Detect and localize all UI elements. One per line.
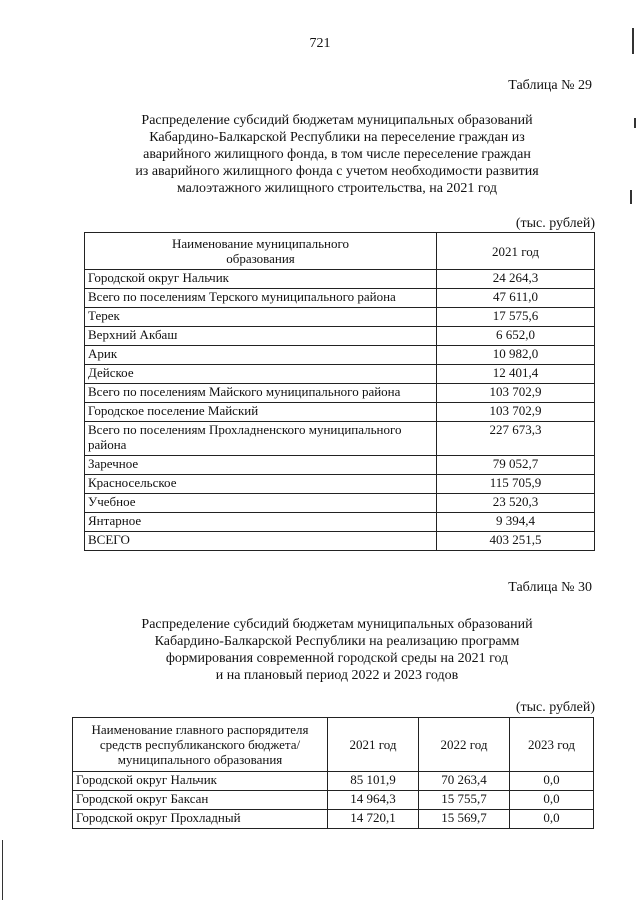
column-header-year: 2021 год [437,233,595,270]
row-value-2023: 0,0 [510,810,594,829]
table-row [85,270,595,289]
table-row [85,384,595,403]
row-name: Городской округ Нальчик [85,270,437,289]
row-name: Всего по поселениям Терского муниципального района [85,289,437,308]
row-name: Арик [85,346,437,365]
title-line: Распределение субсидий бюджетам муниципальных образований [141,617,533,632]
header-line: муниципального образования [117,752,283,767]
table-row [85,403,595,422]
row-value-2023: 0,0 [510,772,594,791]
title-line: и на плановый период 2022 и 2023 годов [215,668,459,683]
row-value-2022: 15 569,7 [419,810,510,829]
row-value: 403 251,5 [437,532,595,551]
row-value: 115 705,9 [437,475,595,494]
row-name: Городской округ Прохладный [73,810,328,829]
table-row [85,422,595,456]
table-row [85,289,595,308]
row-value-2022: 70 263,4 [419,772,510,791]
column-header-2022: 2022 год [419,718,510,772]
row-name: Всего по поселениям Майского муниципального района [85,384,437,403]
title-line: Кабардино-Балкарской Республики на реализацию программ [154,634,520,649]
title-line: малоэтажного жилищного строительства, на 2021 год [176,181,498,196]
row-value: 103 702,9 [437,403,595,422]
table-29-title [82,112,592,197]
title-line: Распределение субсидий бюджетам муниципальных образований [141,113,533,128]
row-value: 103 702,9 [437,384,595,403]
scan-margin-mark [632,28,634,54]
title-line: Кабардино-Балкарской Республики на переселение граждан из [149,130,525,145]
row-value: 227 673,3 [437,422,595,456]
header-line: Наименование главного распорядителя [91,722,309,737]
table-row [85,494,595,513]
header-line: Наименование муниципального [171,236,350,251]
header-line: образования [226,251,295,266]
row-name: Городское поселение Майский [85,403,437,422]
table-header-row [73,718,594,772]
row-value: 17 575,6 [437,308,595,327]
row-value-2021: 85 101,9 [328,772,419,791]
row-name: ВСЕГО [85,532,437,551]
title-line: аварийного жилищного фонда, в том числе переселение граждан [143,147,531,162]
row-value: 24 264,3 [437,270,595,289]
scan-margin-mark [2,840,3,900]
row-name: Городской округ Нальчик [73,772,328,791]
table-row [73,772,594,791]
row-name: Городской округ Баксан [73,791,328,810]
row-value: 10 982,0 [437,346,595,365]
table-row [85,475,595,494]
table-29-label: Таблица № 29 [508,78,592,93]
table-row [85,513,595,532]
column-header-2021: 2021 год [328,718,419,772]
row-name: Дейское [85,365,437,384]
table-29-units: (тыс. рублей) [515,216,595,231]
table-header-row [85,233,595,270]
table-30 [72,717,594,829]
table-row-total [85,532,595,551]
table-29 [84,232,595,551]
table-30-label: Таблица № 30 [508,580,592,595]
row-name: Терек [85,308,437,327]
row-name: Красносельское [85,475,437,494]
table-row [85,456,595,475]
table-30-title [82,616,592,684]
row-value-2022: 15 755,7 [419,791,510,810]
row-value: 23 520,3 [437,494,595,513]
row-name: Янтарное [85,513,437,532]
row-value: 12 401,4 [437,365,595,384]
row-name: Учебное [85,494,437,513]
row-name: Всего по поселениям Прохладненского муниципального района [85,422,437,456]
row-value: 47 611,0 [437,289,595,308]
scan-margin-mark [634,118,636,128]
table-row [85,365,595,384]
row-value: 6 652,0 [437,327,595,346]
table-row [73,791,594,810]
title-line: из аварийного жилищного фонда с учетом необходимости развития [135,164,539,179]
table-row [85,308,595,327]
row-value: 9 394,4 [437,513,595,532]
column-header-2023: 2023 год [510,718,594,772]
scan-margin-mark [630,190,632,204]
table-row [85,327,595,346]
row-name: Заречное [85,456,437,475]
row-value-2021: 14 964,3 [328,791,419,810]
column-header-name [85,233,437,270]
page-number: 721 [309,36,331,51]
table-row [85,346,595,365]
title-line: формирования современной городской среды на 2021 год [165,651,509,666]
header-line: средств республиканского бюджета/ [99,737,301,752]
table-30-units: (тыс. рублей) [515,700,595,715]
row-value-2021: 14 720,1 [328,810,419,829]
column-header-name [73,718,328,772]
table-row [73,810,594,829]
row-value-2023: 0,0 [510,791,594,810]
row-value: 79 052,7 [437,456,595,475]
row-name: Верхний Акбаш [85,327,437,346]
